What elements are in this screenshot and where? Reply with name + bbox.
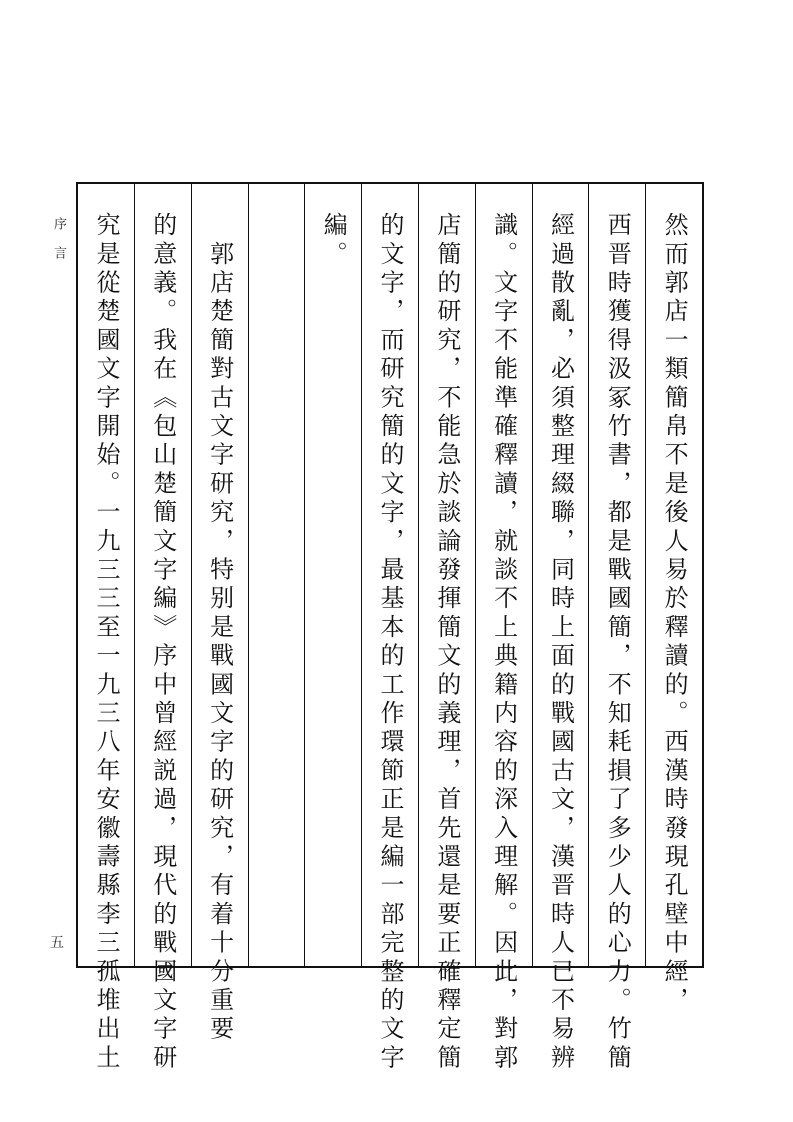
column-text: 編。 (319, 212, 348, 270)
text-column (191, 184, 248, 1045)
column-text: 識。文字不能準確釋讀，就談不上典籍内容的深入理解。因此，對郭 (489, 212, 518, 1073)
text-column (532, 184, 589, 1073)
text-column (588, 184, 645, 1073)
text-column (134, 184, 191, 1073)
column-text: 西晋時獲得汲冢竹書，都是戰國簡，不知耗損了多少人的心力。竹簡 (603, 212, 632, 1073)
column-text: 店簡的研究，不能急於談論發揮簡文的義理，首先還是要正確釋定簡 (432, 212, 461, 1073)
column-text: 郭店楚簡對古文字研究，特别是戰國文字的研究，有着十分重要 (205, 212, 234, 1045)
text-column (304, 184, 361, 966)
column-text: 然而郭店一類簡帛不是後人易於釋讀的。西漢時發現孔壁中經， (660, 212, 689, 1016)
text-column (645, 184, 702, 1016)
column-text: 究是從楚國文字開始。一九三三至一九三八年安徽壽縣李三孤堆出土 (91, 212, 120, 1073)
text-column (418, 184, 475, 1073)
text-frame (76, 182, 704, 1073)
column-text (249, 212, 305, 956)
column-text: 的文字，而研究簡的文字，最基本的工作環節正是編一部完整的文字 (376, 212, 405, 1073)
text-column (361, 184, 418, 1073)
column-text: 的意義。我在《包山楚簡文字編》序中曾經説過，現代的戰國文字研 (148, 212, 177, 1073)
blank-column (248, 184, 305, 966)
text-column (475, 184, 532, 1073)
running-header: 序言 (51, 217, 66, 275)
column-text: 經過散亂，必須整理綴聯，同時上面的戰國古文，漢晋時人已不易辨 (546, 212, 575, 1073)
page-number: 五 (50, 935, 64, 951)
text-column (78, 184, 134, 1073)
